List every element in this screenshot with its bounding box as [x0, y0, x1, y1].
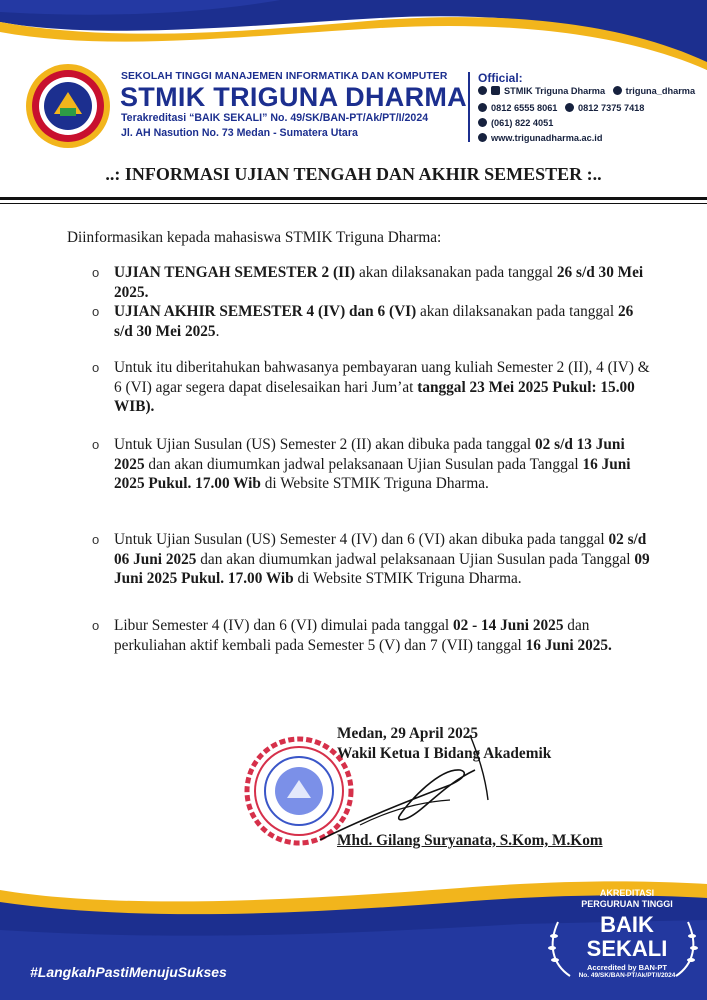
- bullet-icon: o: [92, 618, 100, 633]
- signatory-name: Mhd. Gilang Suryanata, S.Kom, M.Kom: [337, 832, 603, 849]
- social-row-4: [478, 133, 602, 143]
- social-row-3: [478, 118, 553, 128]
- whatsapp-number-2[interactable]: 0812 7375 7418: [577, 103, 645, 113]
- list-item: Libur Semester 4 (IV) dan 6 (VI) dimulai pada tanggal 02 - 14 Juni 2025 dan perkuliahan aktif kembali pada Semester 5 (V) dan 7 (VII) tanggal 16 Juni 2025.: [114, 617, 612, 654]
- intro-text: Diinformasikan kepada mahasiswa STMIK Triguna Dharma:: [67, 229, 442, 246]
- facebook-handle[interactable]: STMIK Triguna Dharma: [504, 86, 606, 96]
- header-divider: [468, 72, 470, 142]
- title-rule-thick: [0, 197, 707, 200]
- institution-line: SEKOLAH TINGGI MANAJEMEN INFORMATIKA DAN KOMPUTER: [121, 71, 448, 82]
- instagram-icon: [613, 86, 622, 95]
- accreditation-text: Terakreditasi “BAIK SEKALI” No. 49/SK/BAN-PT/Ak/PT/I/2024: [121, 112, 429, 124]
- list-item: Untuk Ujian Susulan (US) Semester 4 (IV) dan 6 (VI) akan dibuka pada tanggal 02 s/d 06 Juni 2025 dan akan diumumkan jadwal pelaksanaan Ujian Susulan pada Tanggal 09 Juni 2025 Pukul. 17.00 Wib di Website STMIK Triguna Dharma.: [114, 531, 650, 587]
- list-item: UJIAN AKHIR SEMESTER 4 (IV) dan 6 (VI) akan dilaksanakan pada tanggal 26 s/d 30 Mei 2025.: [114, 303, 634, 340]
- facebook-icon: [478, 86, 487, 95]
- social-row-2: [478, 103, 644, 113]
- phone-icon: [478, 118, 487, 127]
- title-rule-thin: [0, 203, 707, 204]
- signature-role: Wakil Ketua I Bidang Akademik: [337, 745, 552, 762]
- page-title: ..: INFORMASI UJIAN TENGAH DAN AKHIR SEMESTER :..: [105, 164, 602, 184]
- institution-logo: [24, 62, 112, 150]
- list-item: Untuk itu diberitahukan bahwasanya pembayaran uang kuliah Semester 2 (II), 4 (IV) & 6 (VI) agar segera dapat diselesaikan hari Jum’at tanggal 23 Mei 2025 Pukul: 15.00 WIB).: [114, 359, 650, 415]
- badge-line-1: AKREDITASI: [599, 888, 655, 898]
- institution-name: STMIK TRIGUNA DHARMA: [120, 82, 467, 112]
- phone-number[interactable]: (061) 822 4051: [491, 118, 554, 128]
- social-row-1: [478, 86, 695, 96]
- website-link[interactable]: www.trigunadharma.ac.id: [491, 133, 603, 143]
- badge-baik: BAIK: [600, 912, 654, 937]
- address-text: Jl. AH Nasution No. 73 Medan - Sumatera Utara: [121, 127, 358, 139]
- bullet-icon: o: [92, 304, 100, 319]
- official-label: Official:: [478, 71, 523, 85]
- footer-hashtag: #LangkahPastiMenujuSukses: [30, 964, 227, 980]
- whatsapp-icon: [565, 103, 574, 112]
- badge-line-2: PERGURUAN TINGGI: [581, 899, 673, 909]
- laurel-left-icon: [546, 918, 574, 978]
- badge-accredited-by: Accredited by BAN-PT: [586, 963, 667, 972]
- bullet-icon: o: [92, 532, 100, 547]
- whatsapp-icon: [478, 103, 487, 112]
- bullet-icon: o: [92, 437, 100, 452]
- signature-date: Medan, 29 April 2025: [337, 725, 479, 742]
- bullet-icon: o: [92, 360, 100, 375]
- badge-sekali: SEKALI: [586, 936, 668, 961]
- whatsapp-number-1[interactable]: 0812 6555 8061: [491, 103, 558, 113]
- header-decoration: [0, 0, 707, 70]
- youtube-icon: [491, 86, 500, 95]
- bullet-icon: o: [92, 265, 100, 280]
- list-item: UJIAN TENGAH SEMESTER 2 (II) akan dilaksanakan pada tanggal 26 s/d 30 Mei 2025.: [114, 264, 644, 301]
- globe-icon: [478, 133, 487, 142]
- instagram-handle[interactable]: triguna_dharma: [625, 86, 696, 96]
- badge-number: No. 49/SK/BAN-PT/Ak/PT/I/2024: [578, 972, 676, 979]
- list-item: Untuk Ujian Susulan (US) Semester 2 (II) akan dibuka pada tanggal 02 s/d 13 Juni 2025 dan akan diumumkan jadwal pelaksanaan Ujian Susulan pada Tanggal 16 Juni 2025 Pukul. 17.00 Wib di Website STMIK Triguna Dharma.: [114, 436, 631, 492]
- laurel-right-icon: [672, 918, 700, 978]
